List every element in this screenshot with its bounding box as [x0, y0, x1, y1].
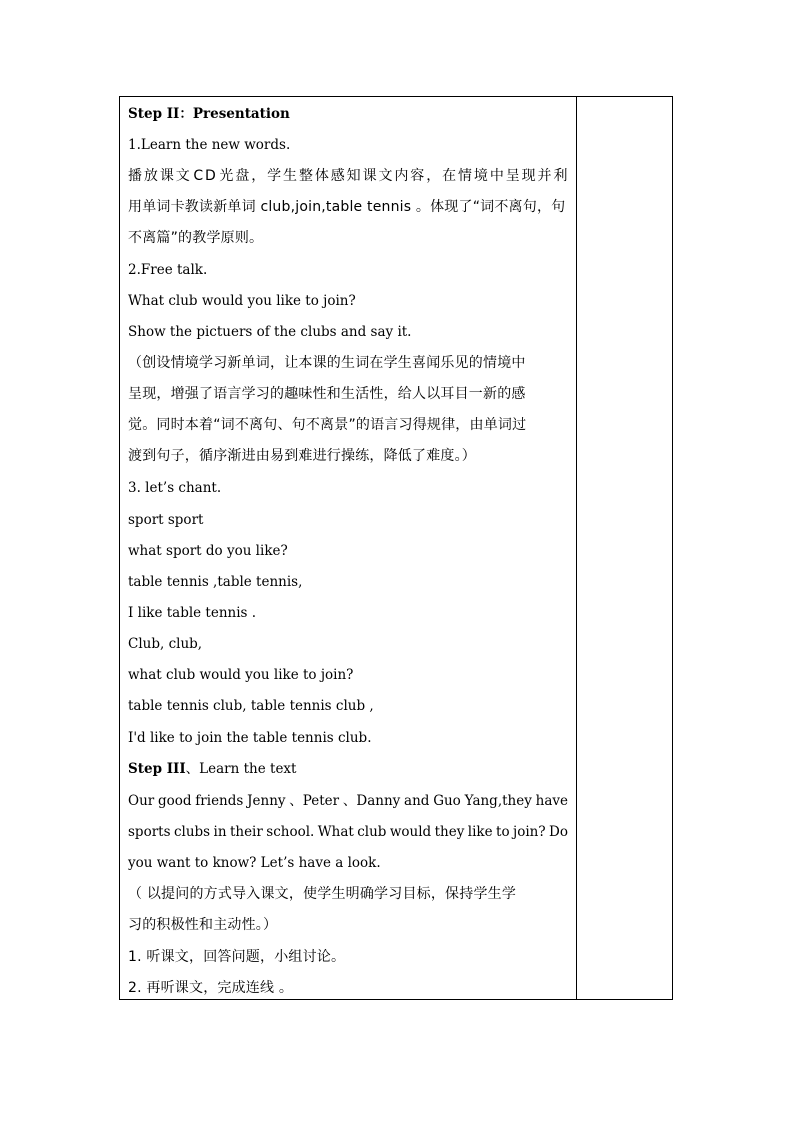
- text-line: I'd like to join the table tennis club.: [128, 730, 372, 746]
- text-line: 1. 听课文，回答问题，小组讨论。: [128, 949, 346, 965]
- text-line: 不离篇”的教学原则。: [128, 230, 264, 246]
- text-line: What club would you like to join?: [128, 293, 356, 309]
- text-line: 用单词卡教读新单词 club,join,table tennis 。体现了“词不离句，句: [128, 199, 566, 215]
- text-line: sports clubs in their school. What club would they like to join? Do: [128, 824, 568, 840]
- text-line: 播 放 课 文 C D 光 盘 ， 学 生 整 体 感 知 课 文 内 容 ， 在 情 境 中 呈 现 并 利: [128, 168, 568, 184]
- text-line: 3. let’s chant.: [128, 480, 222, 496]
- text-line: 觉。同时本着“词不离句、句不离景”的语言习得规律，由单词过: [128, 417, 527, 433]
- lesson-table: [119, 96, 673, 1000]
- text-line: you want to know? Let’s have a look.: [128, 855, 381, 871]
- text-line: 习的积极性和主动性。）: [128, 917, 278, 933]
- text-line: 渡到句子，循序渐进由易到难进行操练，降低了难度。）: [128, 448, 476, 464]
- text-line: what club would you like to join?: [128, 667, 354, 683]
- step3-subtitle: 、Learn the text: [185, 761, 297, 777]
- text-line: sport sport: [128, 512, 204, 528]
- step3-title: Step III: [128, 761, 186, 777]
- text-line: 2. 再听课文，完成连线 。: [128, 980, 294, 996]
- text-line: （创设情境学习新单词，让本课的生词在学生喜闻乐见的情境中: [128, 355, 526, 371]
- text-line: 2.Free talk.: [128, 262, 208, 278]
- column-divider: [576, 97, 577, 999]
- text-line: （ 以提问的方式导入课文，使学生明确学习目标，保持学生学: [128, 886, 517, 902]
- text-line: what sport do you like?: [128, 543, 288, 559]
- text-line: 1.Learn the new words.: [128, 137, 291, 153]
- text-line: table tennis club, table tennis club ,: [128, 698, 374, 714]
- step3-heading: [128, 760, 296, 778]
- text-line: Club, club,: [128, 636, 203, 652]
- text-line: 呈现，增强了语言学习的趣味性和生活性，给人以耳目一新的感: [128, 386, 526, 402]
- text-line: table tennis ,table tennis,: [128, 574, 303, 590]
- text-line: Show the pictuers of the clubs and say it.: [128, 324, 412, 340]
- text-line: Our good friends Jenny 、Peter 、Danny and Guo Yang,they have: [128, 793, 568, 809]
- step2-heading: Step II：Presentation: [128, 106, 290, 122]
- text-line: I like table tennis .: [128, 605, 257, 621]
